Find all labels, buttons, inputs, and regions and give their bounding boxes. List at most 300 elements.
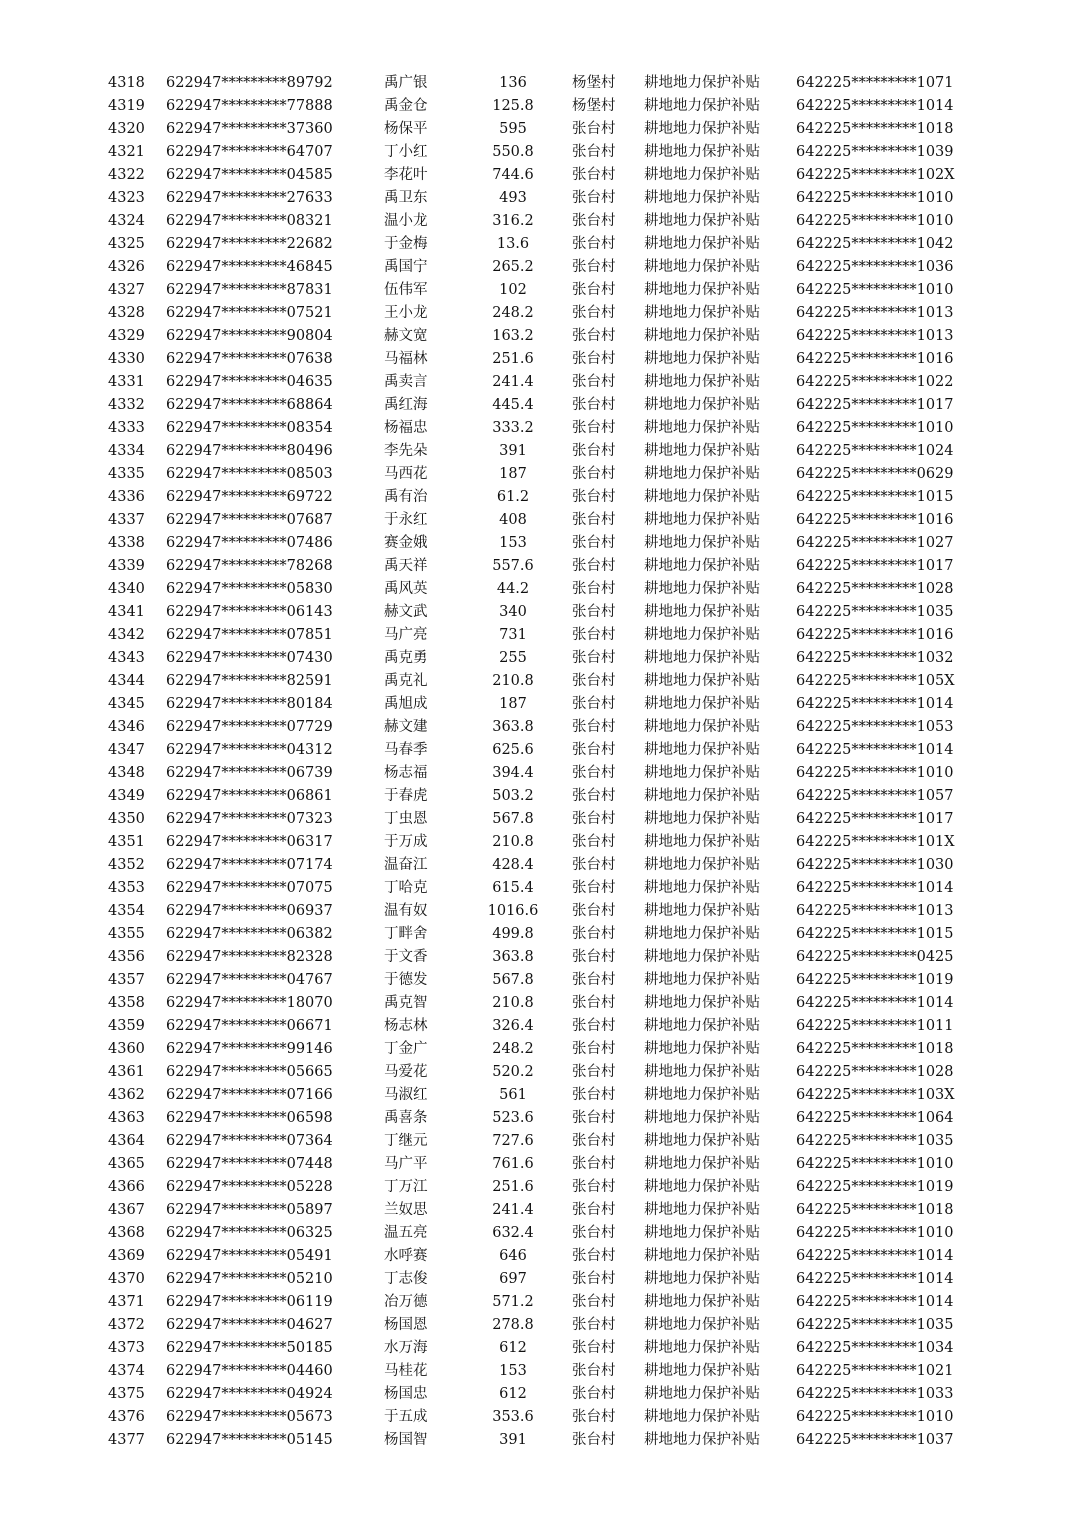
recipient-name: 杨志林 bbox=[384, 1018, 428, 1034]
recipient-name: 李花叶 bbox=[384, 167, 428, 183]
table-row bbox=[0, 187, 1074, 210]
table-row bbox=[0, 348, 1074, 371]
subsidy-amount: 136 bbox=[499, 75, 527, 91]
subsidy-amount: 550.8 bbox=[492, 144, 534, 160]
bank-account: 622947*********06861 bbox=[166, 788, 333, 804]
bank-account: 622947*********87831 bbox=[166, 282, 333, 298]
village: 张台村 bbox=[572, 1386, 616, 1402]
recipient-name: 于金梅 bbox=[384, 236, 428, 252]
table-row bbox=[0, 233, 1074, 256]
bank-account: 622947*********04312 bbox=[166, 742, 333, 758]
subsidy-type: 耕地地力保护补贴 bbox=[644, 627, 760, 643]
table-row bbox=[0, 992, 1074, 1015]
subsidy-type: 耕地地力保护补贴 bbox=[644, 972, 760, 988]
id-number: 642225*********1037 bbox=[796, 1432, 954, 1448]
subsidy-amount: 353.6 bbox=[492, 1409, 534, 1425]
row-number: 4327 bbox=[108, 282, 145, 298]
bank-account: 622947*********77888 bbox=[166, 98, 333, 114]
village: 张台村 bbox=[572, 351, 616, 367]
table-row bbox=[0, 1360, 1074, 1383]
subsidy-amount: 567.8 bbox=[492, 811, 534, 827]
row-number: 4324 bbox=[108, 213, 145, 229]
row-number: 4359 bbox=[108, 1018, 145, 1034]
village: 张台村 bbox=[572, 121, 616, 137]
table-row bbox=[0, 371, 1074, 394]
bank-account: 622947*********06382 bbox=[166, 926, 333, 942]
subsidy-amount: 557.6 bbox=[492, 558, 534, 574]
subsidy-type: 耕地地力保护补贴 bbox=[644, 374, 760, 390]
subsidy-type: 耕地地力保护补贴 bbox=[644, 305, 760, 321]
id-number: 642225*********1053 bbox=[796, 719, 954, 735]
row-number: 4328 bbox=[108, 305, 145, 321]
bank-account: 622947*********04460 bbox=[166, 1363, 333, 1379]
row-number: 4330 bbox=[108, 351, 145, 367]
id-number: 642225*********1016 bbox=[796, 627, 954, 643]
recipient-name: 禹天祥 bbox=[384, 558, 428, 574]
village: 张台村 bbox=[572, 604, 616, 620]
row-number: 4372 bbox=[108, 1317, 145, 1333]
table-row bbox=[0, 831, 1074, 854]
bank-account: 622947*********80184 bbox=[166, 696, 333, 712]
bank-account: 622947*********07174 bbox=[166, 857, 333, 873]
subsidy-amount: 408 bbox=[499, 512, 527, 528]
row-number: 4358 bbox=[108, 995, 145, 1011]
row-number: 4341 bbox=[108, 604, 145, 620]
bank-account: 622947*********05145 bbox=[166, 1432, 333, 1448]
id-number: 642225*********1014 bbox=[796, 742, 954, 758]
bank-account: 622947*********07729 bbox=[166, 719, 333, 735]
village: 张台村 bbox=[572, 1041, 616, 1057]
table-row bbox=[0, 1314, 1074, 1337]
recipient-name: 禹金仓 bbox=[384, 98, 428, 114]
recipient-name: 王小龙 bbox=[384, 305, 428, 321]
bank-account: 622947*********05897 bbox=[166, 1202, 333, 1218]
village: 杨堡村 bbox=[572, 75, 616, 91]
village: 张台村 bbox=[572, 1225, 616, 1241]
row-number: 4371 bbox=[108, 1294, 145, 1310]
table-row bbox=[0, 164, 1074, 187]
table-row bbox=[0, 279, 1074, 302]
row-number: 4339 bbox=[108, 558, 145, 574]
subsidy-amount: 567.8 bbox=[492, 972, 534, 988]
bank-account: 622947*********05830 bbox=[166, 581, 333, 597]
village: 张台村 bbox=[572, 374, 616, 390]
id-number: 642225*********1016 bbox=[796, 351, 954, 367]
recipient-name: 马福林 bbox=[384, 351, 428, 367]
id-number: 642225*********1032 bbox=[796, 650, 954, 666]
subsidy-type: 耕地地力保护补贴 bbox=[644, 190, 760, 206]
subsidy-type: 耕地地力保护补贴 bbox=[644, 1248, 760, 1264]
recipient-name: 丁哈克 bbox=[384, 880, 428, 896]
village: 张台村 bbox=[572, 742, 616, 758]
table-row bbox=[0, 670, 1074, 693]
village: 张台村 bbox=[572, 834, 616, 850]
row-number: 4363 bbox=[108, 1110, 145, 1126]
subsidy-type: 耕地地力保护补贴 bbox=[644, 1225, 760, 1241]
table-row bbox=[0, 1176, 1074, 1199]
subsidy-type: 耕地地力保护补贴 bbox=[644, 328, 760, 344]
subsidy-amount: 248.2 bbox=[492, 1041, 534, 1057]
table-row bbox=[0, 1291, 1074, 1314]
bank-account: 622947*********07166 bbox=[166, 1087, 333, 1103]
row-number: 4360 bbox=[108, 1041, 145, 1057]
row-number: 4367 bbox=[108, 1202, 145, 1218]
row-number: 4368 bbox=[108, 1225, 145, 1241]
recipient-name: 丁金广 bbox=[384, 1041, 428, 1057]
row-number: 4348 bbox=[108, 765, 145, 781]
subsidy-type: 耕地地力保护补贴 bbox=[644, 1294, 760, 1310]
recipient-name: 杨志福 bbox=[384, 765, 428, 781]
recipient-name: 赫文建 bbox=[384, 719, 428, 735]
id-number: 642225*********1042 bbox=[796, 236, 954, 252]
subsidy-type: 耕地地力保护补贴 bbox=[644, 75, 760, 91]
subsidy-type: 耕地地力保护补贴 bbox=[644, 351, 760, 367]
village: 张台村 bbox=[572, 765, 616, 781]
row-number: 4336 bbox=[108, 489, 145, 505]
village: 张台村 bbox=[572, 1179, 616, 1195]
village: 张台村 bbox=[572, 1317, 616, 1333]
subsidy-type: 耕地地力保护补贴 bbox=[644, 420, 760, 436]
village: 张台村 bbox=[572, 535, 616, 551]
recipient-name: 马广平 bbox=[384, 1156, 428, 1172]
bank-account: 622947*********64707 bbox=[166, 144, 333, 160]
recipient-name: 杨国恩 bbox=[384, 1317, 428, 1333]
village: 张台村 bbox=[572, 466, 616, 482]
subsidy-type: 耕地地力保护补贴 bbox=[644, 213, 760, 229]
subsidy-amount: 731 bbox=[499, 627, 527, 643]
id-number: 642225*********1010 bbox=[796, 190, 954, 206]
subsidy-amount: 499.8 bbox=[492, 926, 534, 942]
row-number: 4354 bbox=[108, 903, 145, 919]
table-row bbox=[0, 1337, 1074, 1360]
bank-account: 622947*********27633 bbox=[166, 190, 333, 206]
recipient-name: 赛金娥 bbox=[384, 535, 428, 551]
village: 张台村 bbox=[572, 995, 616, 1011]
recipient-name: 禹卫东 bbox=[384, 190, 428, 206]
recipient-name: 禹红海 bbox=[384, 397, 428, 413]
id-number: 642225*********1014 bbox=[796, 995, 954, 1011]
row-number: 4375 bbox=[108, 1386, 145, 1402]
recipient-name: 马西花 bbox=[384, 466, 428, 482]
id-number: 642225*********1010 bbox=[796, 1156, 954, 1172]
village: 张台村 bbox=[572, 949, 616, 965]
id-number: 642225*********1035 bbox=[796, 604, 954, 620]
village: 张台村 bbox=[572, 972, 616, 988]
bank-account: 622947*********07687 bbox=[166, 512, 333, 528]
subsidy-type: 耕地地力保护补贴 bbox=[644, 443, 760, 459]
bank-account: 622947*********07638 bbox=[166, 351, 333, 367]
subsidy-amount: 363.8 bbox=[492, 719, 534, 735]
bank-account: 622947*********22682 bbox=[166, 236, 333, 252]
bank-account: 622947*********90804 bbox=[166, 328, 333, 344]
village: 张台村 bbox=[572, 190, 616, 206]
table-row bbox=[0, 256, 1074, 279]
id-number: 642225*********1013 bbox=[796, 305, 954, 321]
subsidy-amount: 520.2 bbox=[492, 1064, 534, 1080]
subsidy-type: 耕地地力保护补贴 bbox=[644, 1156, 760, 1172]
subsidy-type: 耕地地力保护补贴 bbox=[644, 535, 760, 551]
id-number: 642225*********1016 bbox=[796, 512, 954, 528]
village: 张台村 bbox=[572, 305, 616, 321]
row-number: 4338 bbox=[108, 535, 145, 551]
village: 张台村 bbox=[572, 1340, 616, 1356]
recipient-name: 水呼赛 bbox=[384, 1248, 428, 1264]
bank-account: 622947*********06739 bbox=[166, 765, 333, 781]
recipient-name: 杨国智 bbox=[384, 1432, 428, 1448]
table-row bbox=[0, 1222, 1074, 1245]
subsidy-type: 耕地地力保护补贴 bbox=[644, 1133, 760, 1149]
subsidy-amount: 428.4 bbox=[492, 857, 534, 873]
subsidy-amount: 571.2 bbox=[492, 1294, 534, 1310]
table-row bbox=[0, 1107, 1074, 1130]
row-number: 4373 bbox=[108, 1340, 145, 1356]
subsidy-type: 耕地地力保护补贴 bbox=[644, 834, 760, 850]
bank-account: 622947*********78268 bbox=[166, 558, 333, 574]
row-number: 4333 bbox=[108, 420, 145, 436]
table-row bbox=[0, 1429, 1074, 1452]
table-row bbox=[0, 1084, 1074, 1107]
row-number: 4362 bbox=[108, 1087, 145, 1103]
subsidy-amount: 187 bbox=[499, 696, 527, 712]
village: 张台村 bbox=[572, 259, 616, 275]
recipient-name: 于文香 bbox=[384, 949, 428, 965]
bank-account: 622947*********06317 bbox=[166, 834, 333, 850]
row-number: 4351 bbox=[108, 834, 145, 850]
village: 张台村 bbox=[572, 1064, 616, 1080]
subsidy-type: 耕地地力保护补贴 bbox=[644, 558, 760, 574]
subsidy-type: 耕地地力保护补贴 bbox=[644, 144, 760, 160]
recipient-name: 马爱花 bbox=[384, 1064, 428, 1080]
row-number: 4318 bbox=[108, 75, 145, 91]
bank-account: 622947*********69722 bbox=[166, 489, 333, 505]
row-number: 4369 bbox=[108, 1248, 145, 1264]
village: 张台村 bbox=[572, 282, 616, 298]
id-number: 642225*********0425 bbox=[796, 949, 954, 965]
village: 张台村 bbox=[572, 1294, 616, 1310]
subsidy-type: 耕地地力保护补贴 bbox=[644, 581, 760, 597]
table-row bbox=[0, 877, 1074, 900]
row-number: 4357 bbox=[108, 972, 145, 988]
subsidy-type: 耕地地力保护补贴 bbox=[644, 903, 760, 919]
id-number: 642225*********1010 bbox=[796, 765, 954, 781]
subsidy-amount: 248.2 bbox=[492, 305, 534, 321]
bank-account: 622947*********08354 bbox=[166, 420, 333, 436]
subsidy-amount: 255 bbox=[499, 650, 527, 666]
subsidy-amount: 210.8 bbox=[492, 834, 534, 850]
table-row bbox=[0, 417, 1074, 440]
table-row bbox=[0, 486, 1074, 509]
recipient-name: 杨保平 bbox=[384, 121, 428, 137]
subsidy-amount: 394.4 bbox=[492, 765, 534, 781]
table-row bbox=[0, 969, 1074, 992]
recipient-name: 马春季 bbox=[384, 742, 428, 758]
bank-account: 622947*********07075 bbox=[166, 880, 333, 896]
row-number: 4337 bbox=[108, 512, 145, 528]
village: 张台村 bbox=[572, 1156, 616, 1172]
id-number: 642225*********1013 bbox=[796, 903, 954, 919]
subsidy-amount: 102 bbox=[499, 282, 527, 298]
subsidy-amount: 241.4 bbox=[492, 1202, 534, 1218]
table-row bbox=[0, 693, 1074, 716]
subsidy-amount: 13.6 bbox=[496, 236, 530, 252]
village: 张台村 bbox=[572, 880, 616, 896]
recipient-name: 兰奴思 bbox=[384, 1202, 428, 1218]
subsidy-type: 耕地地力保护补贴 bbox=[644, 788, 760, 804]
subsidy-type: 耕地地力保护补贴 bbox=[644, 1110, 760, 1126]
subsidy-type: 耕地地力保护补贴 bbox=[644, 696, 760, 712]
subsidy-amount: 333.2 bbox=[492, 420, 534, 436]
recipient-name: 丁志俊 bbox=[384, 1271, 428, 1287]
id-number: 642225*********0629 bbox=[796, 466, 954, 482]
table-row bbox=[0, 210, 1074, 233]
id-number: 642225*********1014 bbox=[796, 1294, 954, 1310]
subsidy-type: 耕地地力保护补贴 bbox=[644, 926, 760, 942]
recipient-name: 温小龙 bbox=[384, 213, 428, 229]
id-number: 642225*********1024 bbox=[796, 443, 954, 459]
subsidy-type: 耕地地力保护补贴 bbox=[644, 1064, 760, 1080]
village: 张台村 bbox=[572, 719, 616, 735]
subsidy-type: 耕地地力保护补贴 bbox=[644, 489, 760, 505]
village: 张台村 bbox=[572, 512, 616, 528]
id-number: 642225*********1013 bbox=[796, 328, 954, 344]
table-row bbox=[0, 1383, 1074, 1406]
village: 张台村 bbox=[572, 673, 616, 689]
bank-account: 622947*********07448 bbox=[166, 1156, 333, 1172]
table-row bbox=[0, 532, 1074, 555]
bank-account: 622947*********05228 bbox=[166, 1179, 333, 1195]
village: 张台村 bbox=[572, 903, 616, 919]
subsidy-type: 耕地地力保护补贴 bbox=[644, 1363, 760, 1379]
recipient-name: 温有奴 bbox=[384, 903, 428, 919]
id-number: 642225*********1035 bbox=[796, 1133, 954, 1149]
table-row bbox=[0, 555, 1074, 578]
subsidy-amount: 210.8 bbox=[492, 995, 534, 1011]
recipient-name: 马淑红 bbox=[384, 1087, 428, 1103]
id-number: 642225*********105X bbox=[796, 673, 955, 689]
recipient-name: 伍伟军 bbox=[384, 282, 428, 298]
id-number: 642225*********1057 bbox=[796, 788, 954, 804]
id-number: 642225*********1039 bbox=[796, 144, 954, 160]
recipient-name: 禹广银 bbox=[384, 75, 428, 91]
row-number: 4323 bbox=[108, 190, 145, 206]
table-row bbox=[0, 72, 1074, 95]
row-number: 4356 bbox=[108, 949, 145, 965]
recipient-name: 禹有治 bbox=[384, 489, 428, 505]
village: 张台村 bbox=[572, 696, 616, 712]
subsidy-amount: 153 bbox=[499, 1363, 527, 1379]
recipient-name: 于永红 bbox=[384, 512, 428, 528]
subsidy-amount: 697 bbox=[499, 1271, 527, 1287]
recipient-name: 赫文武 bbox=[384, 604, 428, 620]
subsidy-amount: 125.8 bbox=[492, 98, 534, 114]
bank-account: 622947*********08321 bbox=[166, 213, 333, 229]
subsidy-amount: 251.6 bbox=[492, 351, 534, 367]
table-row bbox=[0, 578, 1074, 601]
subsidy-amount: 265.2 bbox=[492, 259, 534, 275]
table-row bbox=[0, 601, 1074, 624]
table-row bbox=[0, 1268, 1074, 1291]
subsidy-type: 耕地地力保护补贴 bbox=[644, 1202, 760, 1218]
id-number: 642225*********1014 bbox=[796, 696, 954, 712]
id-number: 642225*********1036 bbox=[796, 259, 954, 275]
table-row bbox=[0, 1245, 1074, 1268]
bank-account: 622947*********07430 bbox=[166, 650, 333, 666]
id-number: 642225*********1011 bbox=[796, 1018, 954, 1034]
recipient-name: 禹国宁 bbox=[384, 259, 428, 275]
subsidy-amount: 503.2 bbox=[492, 788, 534, 804]
recipient-name: 禹旭成 bbox=[384, 696, 428, 712]
subsidy-type: 耕地地力保护补贴 bbox=[644, 742, 760, 758]
recipient-name: 丁虫恩 bbox=[384, 811, 428, 827]
village: 张台村 bbox=[572, 1432, 616, 1448]
row-number: 4332 bbox=[108, 397, 145, 413]
bank-account: 622947*********99146 bbox=[166, 1041, 333, 1057]
recipient-name: 禹克智 bbox=[384, 995, 428, 1011]
row-number: 4355 bbox=[108, 926, 145, 942]
village: 张台村 bbox=[572, 1133, 616, 1149]
subsidy-amount: 445.4 bbox=[492, 397, 534, 413]
bank-account: 622947*********04585 bbox=[166, 167, 333, 183]
subsidy-type: 耕地地力保护补贴 bbox=[644, 1386, 760, 1402]
subsidy-amount: 761.6 bbox=[492, 1156, 534, 1172]
subsidy-amount: 493 bbox=[499, 190, 527, 206]
subsidy-amount: 340 bbox=[499, 604, 527, 620]
table-row bbox=[0, 739, 1074, 762]
village: 张台村 bbox=[572, 581, 616, 597]
subsidy-amount: 612 bbox=[499, 1386, 527, 1402]
subsidy-amount: 316.2 bbox=[492, 213, 534, 229]
recipient-name: 温奋江 bbox=[384, 857, 428, 873]
village: 张台村 bbox=[572, 1248, 616, 1264]
table-row bbox=[0, 95, 1074, 118]
id-number: 642225*********1027 bbox=[796, 535, 954, 551]
subsidy-amount: 625.6 bbox=[492, 742, 534, 758]
bank-account: 622947*********50185 bbox=[166, 1340, 333, 1356]
subsidy-amount: 210.8 bbox=[492, 673, 534, 689]
id-number: 642225*********1017 bbox=[796, 811, 954, 827]
table-row bbox=[0, 509, 1074, 532]
bank-account: 622947*********18070 bbox=[166, 995, 333, 1011]
id-number: 642225*********1017 bbox=[796, 558, 954, 574]
village: 张台村 bbox=[572, 489, 616, 505]
bank-account: 622947*********05665 bbox=[166, 1064, 333, 1080]
subsidy-amount: 363.8 bbox=[492, 949, 534, 965]
table-row bbox=[0, 624, 1074, 647]
row-number: 4347 bbox=[108, 742, 145, 758]
table-row bbox=[0, 1038, 1074, 1061]
bank-account: 622947*********04924 bbox=[166, 1386, 333, 1402]
table-row bbox=[0, 785, 1074, 808]
row-number: 4321 bbox=[108, 144, 145, 160]
table-row bbox=[0, 440, 1074, 463]
subsidy-type: 耕地地力保护补贴 bbox=[644, 98, 760, 114]
row-number: 4344 bbox=[108, 673, 145, 689]
subsidy-type: 耕地地力保护补贴 bbox=[644, 949, 760, 965]
recipient-name: 水万海 bbox=[384, 1340, 428, 1356]
row-number: 4343 bbox=[108, 650, 145, 666]
id-number: 642225*********1018 bbox=[796, 1202, 954, 1218]
id-number: 642225*********1014 bbox=[796, 1248, 954, 1264]
table-row bbox=[0, 325, 1074, 348]
table-row bbox=[0, 1015, 1074, 1038]
subsidy-type: 耕地地力保护补贴 bbox=[644, 282, 760, 298]
id-number: 642225*********1015 bbox=[796, 926, 954, 942]
bank-account: 622947*********89792 bbox=[166, 75, 333, 91]
subsidy-type: 耕地地力保护补贴 bbox=[644, 1432, 760, 1448]
id-number: 642225*********1010 bbox=[796, 420, 954, 436]
recipient-name: 李先朵 bbox=[384, 443, 428, 459]
row-number: 4325 bbox=[108, 236, 145, 252]
